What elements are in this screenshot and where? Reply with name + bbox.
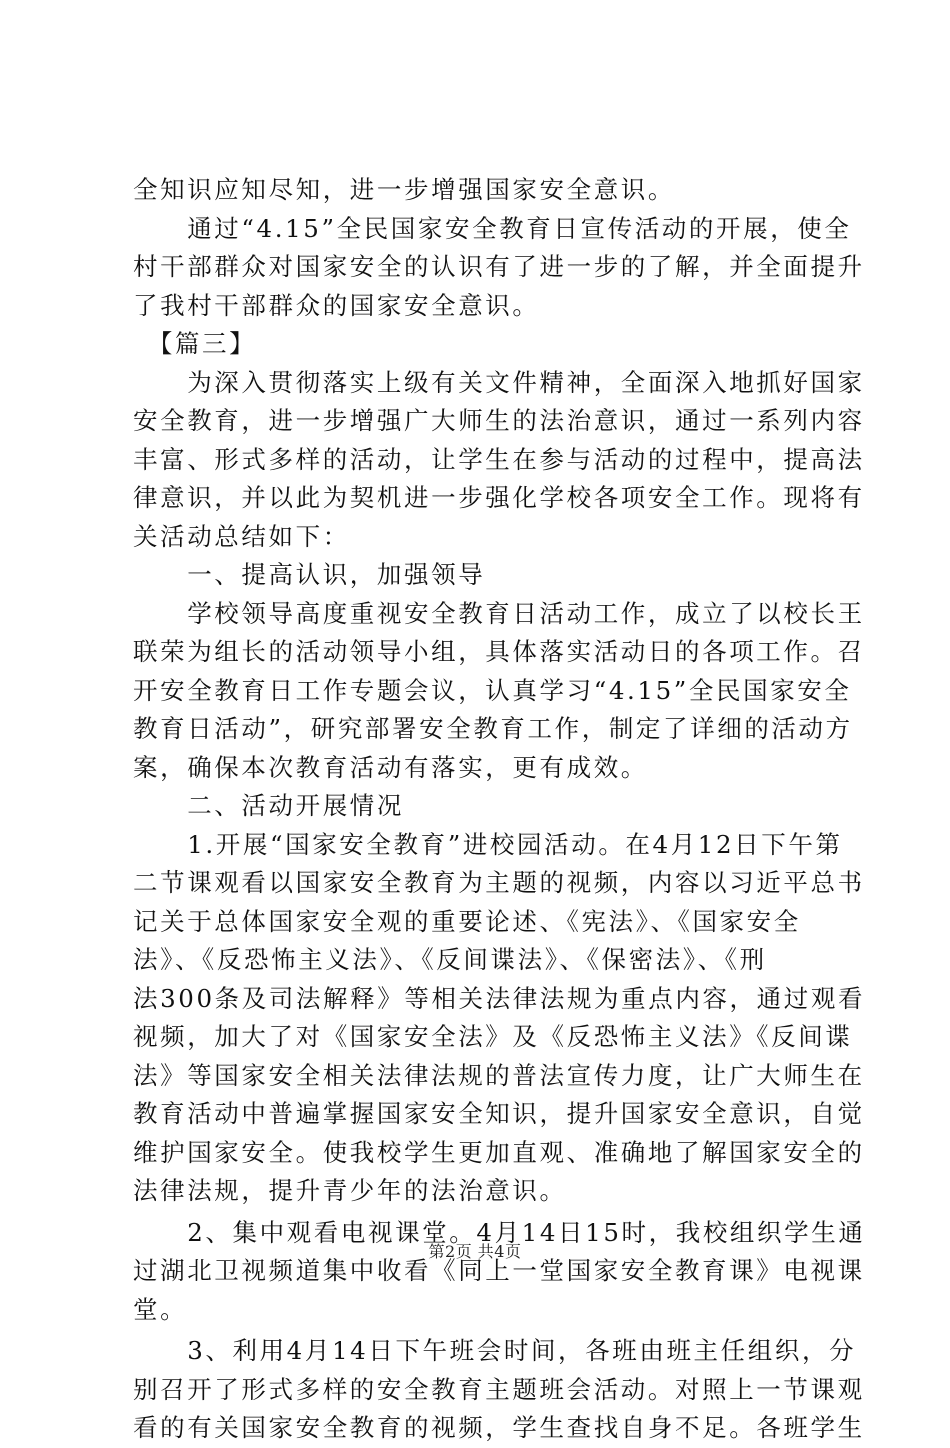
text-line: 联荣为组长的活动领导小组，具体落实活动日的各项工作。召 [133, 637, 865, 666]
text-line: 二节课观看以国家安全教育为主题的视频，内容以习近平总书 [133, 868, 865, 897]
text-line: 2、集中观看电视课堂。4月14日15时，我校组织学生通 [133, 1217, 866, 1247]
text-line: 案，确保本次教育活动有落实，更有成效。 [133, 752, 648, 782]
text-line: 为深入贯彻落实上级有关文件精神，全面深入地抓好国家 [133, 367, 865, 397]
text-line: 村干部群众对国家安全的认识有了进一步的了解，并全面提升 [133, 252, 865, 281]
text-line: 安全教育，进一步增强广大师生的法治意识，通过一系列内容 [133, 406, 865, 435]
subheading: 一、提高认识，加强领导 [133, 560, 486, 589]
text-line: 3、利用4月14日下午班会时间，各班由班主任组织，分 [133, 1336, 857, 1365]
page-number-footer: 第2页 共4页 [428, 1242, 522, 1261]
text-line: 过湖北卫视频道集中收看《同上一堂国家安全教育课》电视课 [133, 1256, 865, 1285]
section-heading: 【篇三】 [133, 329, 257, 358]
text-line: 全知识应知尽知，进一步增强国家安全意识。 [133, 175, 675, 204]
text-line: 1.开展“国家安全教育”进校园活动。在4月12日下午第 [133, 829, 843, 859]
text-line: 维护国家安全。使我校学生更加直观、准确地了解国家安全的 [133, 1137, 865, 1167]
text-line: 别召开了形式多样的安全教育主题班会活动。对照上一节课观 [133, 1374, 865, 1404]
text-line: 关活动总结如下： [133, 521, 350, 551]
text-line: 通过“4.15”全民国家安全教育日宣传活动的开展，使全 [133, 213, 852, 243]
text-line: 法律法规，提升青少年的法治意识。 [133, 1176, 567, 1205]
text-line: 视频，加大了对《国家安全法》及《反恐怖主义法》《反间谍 [133, 1022, 853, 1051]
text-line: 法300条及司法解释》等相关法律法规为重点内容，通过观看 [133, 983, 866, 1013]
text-line: 学校领导高度重视安全教育日活动工作，成立了以校长王 [133, 598, 865, 628]
text-line: 律意识，并以此为契机进一步强化学校各项安全工作。现将有 [133, 483, 865, 512]
subheading: 二、活动开展情况 [133, 791, 404, 820]
text-line: 丰富、形式多样的活动，让学生在参与活动的过程中，提高法 [133, 444, 865, 474]
text-line: 教育日活动”，研究部署安全教育工作，制定了详细的活动方 [133, 714, 853, 743]
text-line: 法》、《反恐怖主义法》、《反间谍法》、《保密法》、《刑 [133, 945, 767, 974]
text-line: 记关于总体国家安全观的重要论述、《宪法》、《国家安全 [133, 906, 801, 936]
text-line: 了我村干部群众的国家安全意识。 [133, 290, 540, 320]
text-line: 堂。 [133, 1294, 188, 1324]
text-line: 看的有关国家安全教育的视频，学生查找自身不足。各班学生 [133, 1413, 865, 1442]
text-line: 开安全教育日工作专题会议，认真学习“4.15”全民国家安全 [133, 675, 852, 705]
text-line: 法》等国家安全相关法律法规的普法宣传力度，让广大师生在 [133, 1060, 865, 1090]
text-line: 教育活动中普遍掌握国家安全知识，提升国家安全意识，自觉 [133, 1099, 865, 1128]
